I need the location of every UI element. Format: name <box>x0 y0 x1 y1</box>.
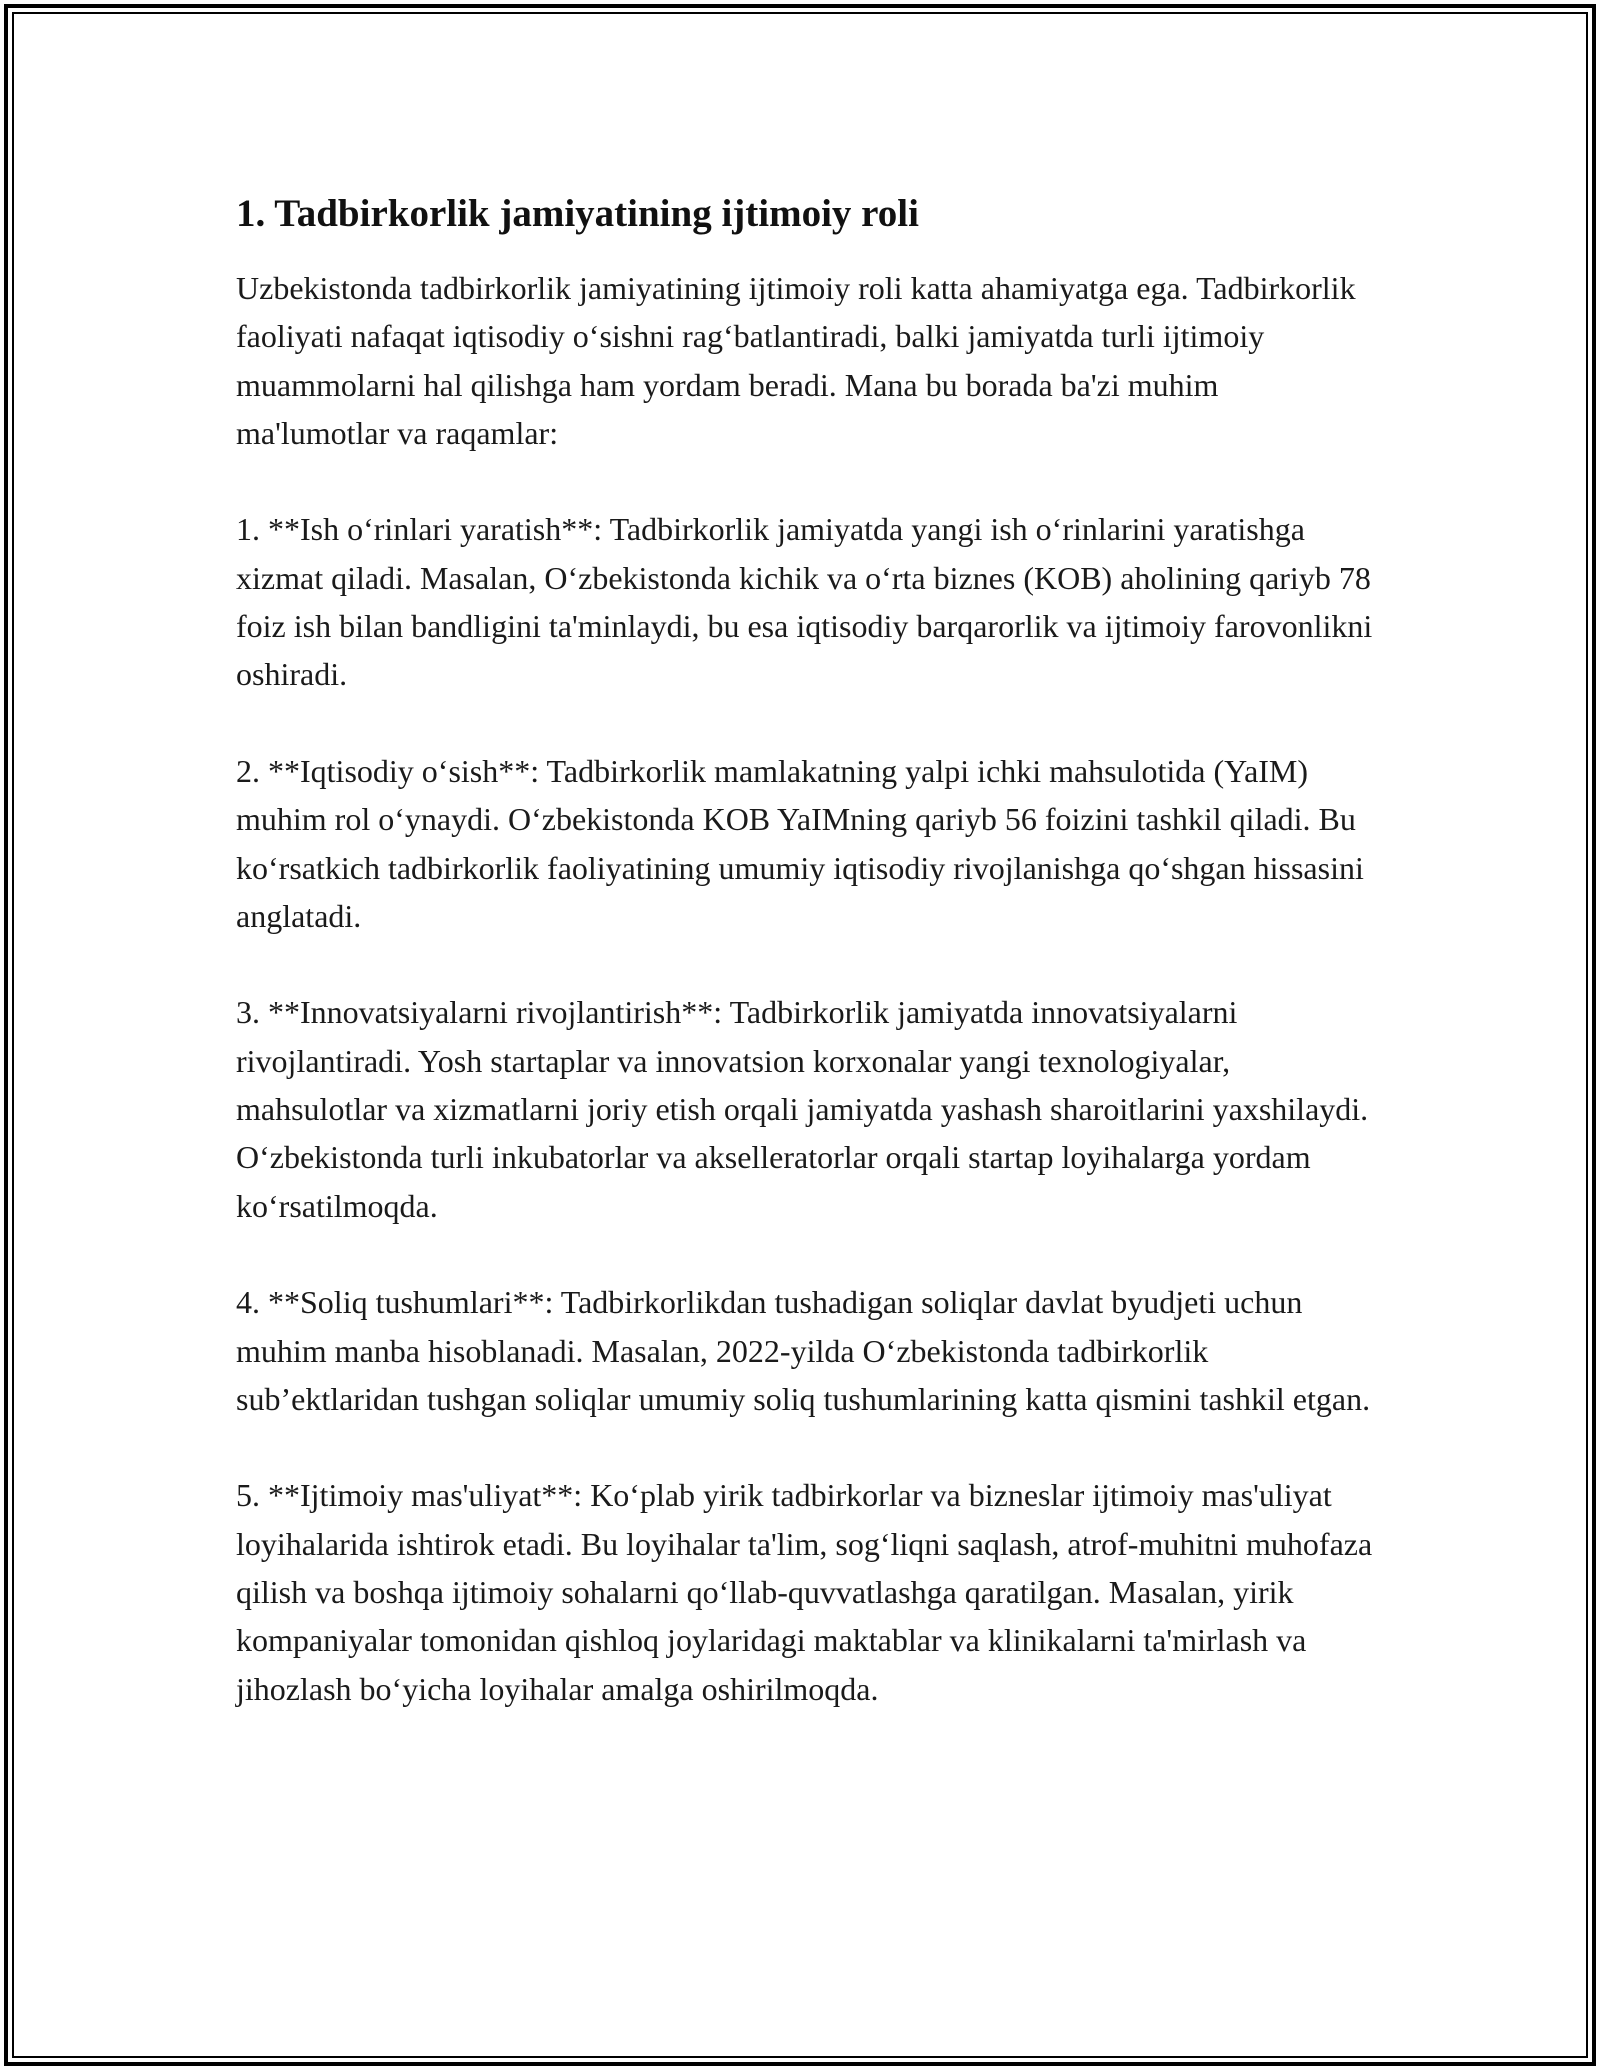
list-item-economic-growth: 2. **Iqtisodiy o‘sish**: Tadbirkorlik mamlakatning yalpi ichki mahsulotida (YaIM) muhim rol o‘ynaydi. O‘zbekistonda KOB YaIMning qariyb 56 foizini tashkil qiladi. Bu ko‘rsatkich tadbirkorlik faoliyatining umumiy iqtisodiy rivojlanishga qo‘shgan hissasini anglatadi. <box>236 752 1364 934</box>
list-item-innovation: 3. **Innovatsiyalarni rivojlantirish**: Tadbirkorlik jamiyatda innovatsiyalarni rivojlantiradi. Yosh startaplar va innovatsion korxonalar yangi texnologiyalar, mahsulotlar va xizmatlarni joriy etish orqali jamiyatda yashash sharoitlarini yaxshilaydi. O‘zbekistonda turli inkubatorlar va akselleratorlar orqali startap loyihalarga yordam ko‘rsatilmoqda. <box>236 994 1369 1224</box>
intro-paragraph: Uzbekistonda tadbirkorlik jamiyatining ijtimoiy roli katta ahamiyatga ega. Tadbirkorlik faoliyati nafaqat iqtisodiy o‘sishni rag‘batlantiradi, balki jamiyatda turli ijtimoiy muammolarni hal qilishga ham yordam beradi. Mana bu borada ba'zi muhim ma'lumotlar va raqamlar: <box>236 270 1356 451</box>
list-item-social-responsibility: 5. **Ijtimoiy mas'uliyat**: Ko‘plab yirik tadbirkorlar va bizneslar ijtimoiy mas'uliyat loyihalarida ishtirok etadi. Bu loyihalar ta'lim, sog‘liqni saqlash, atrof-muhitni muhofaza qilish va boshqa ijtimoiy sohalarni qo‘llab-quvvatlashga qaratilgan. Masalan, yirik kompaniyalar tomonidan qishloq joylaridagi maktablar va klinikalarni ta'mirlash va jihozlash bo‘yicha loyihalar amalga oshirilmoqda. <box>236 1477 1373 1707</box>
list-item-tax-revenue: 4. **Soliq tushumlari**: Tadbirkorlikdan tushadigan soliqlar davlat byudjeti uchun muhim manba hisoblanadi. Masalan, 2022-yilda O‘zbekistonda tadbirkorlik sub’ektlaridan tushgan soliqlar umumiy soliq tushumlarining katta qismini tashkil etgan. <box>236 1284 1371 1417</box>
section-heading: 1. Tadbirkorlik jamiyatining ijtimoiy roli <box>236 192 919 235</box>
document-body <box>236 186 1376 1713</box>
list-item-job-creation: 1. **Ish o‘rinlari yaratish**: Tadbirkorlik jamiyatda yangi ish o‘rinlarini yaratishga xizmat qiladi. Masalan, O‘zbekistonda kichik va o‘rta biznes (KOB) aholining qariyb 78 foiz ish bilan bandligini ta'minlaydi, bu esa iqtisodiy barqarorlik va ijtimoiy farovonlikni oshiradi. <box>236 511 1373 693</box>
